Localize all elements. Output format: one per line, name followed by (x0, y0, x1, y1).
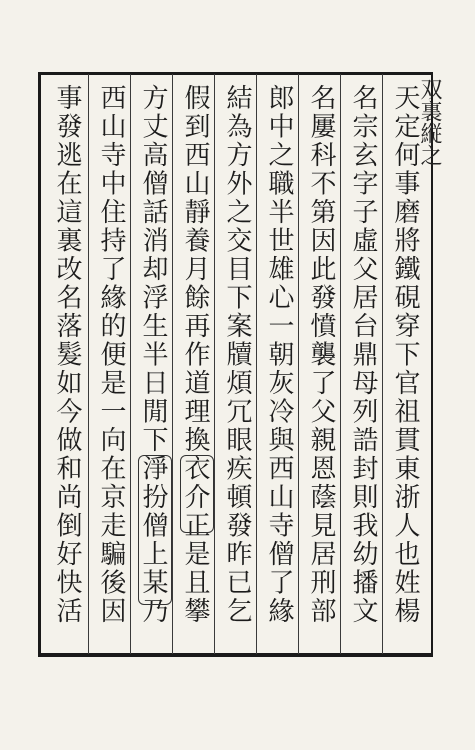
column-rule (130, 74, 131, 654)
column-rule (256, 74, 257, 654)
column-rule (298, 74, 299, 654)
column-rule (340, 74, 341, 654)
stage-direction-bracket (180, 455, 214, 533)
text-column-2: 名宗玄字子虛父居台鼎母列誥封則我幼播文 (348, 84, 378, 626)
text-column-4: 郎中之職半世雄心一朝灰冷與西山寺僧了緣 (264, 84, 294, 626)
margin-title: 双裏縦之 (417, 78, 442, 166)
column-rule (382, 74, 383, 654)
stage-direction-bracket (138, 455, 172, 605)
text-column-5: 結為方外之交目下案牘煩冗眼疾頓發昨已乞 (222, 84, 252, 626)
column-rule (88, 74, 89, 654)
column-rule (214, 74, 215, 654)
text-column-1: 天定何事磨將鐵硯穿下官祖貫東浙人也姓楊 (390, 84, 420, 626)
column-rule (172, 74, 173, 654)
text-column-7: 方丈高僧話消却浮生半日閒下淨扮僧上某乃 (138, 84, 168, 626)
text-column-6: 假到西山靜養月餘再作道理換衣介正是且攀 (180, 84, 210, 626)
text-column-3: 名屢科不第因此發憤襲了父親恩蔭見居刑部 (306, 84, 336, 626)
text-column-8: 西山寺中住持了緣的便是一向在京走騙後因 (96, 84, 126, 626)
text-column-9: 事發逃在這裏改名落髮如今做和尚倒好快活 (52, 84, 82, 626)
